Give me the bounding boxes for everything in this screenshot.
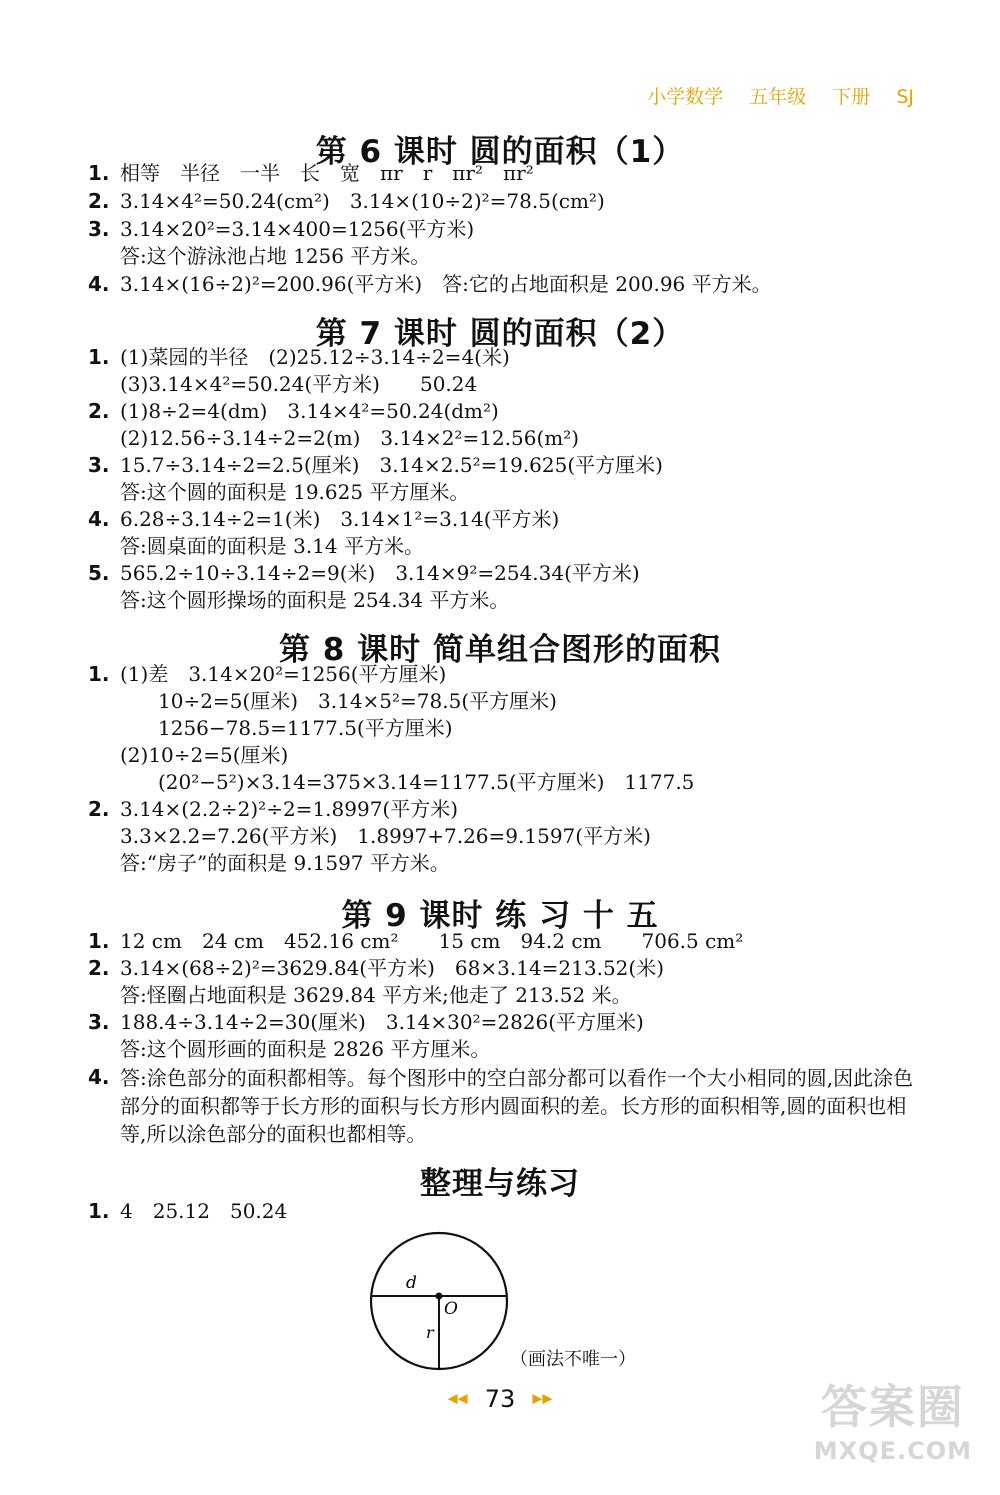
answer-line: 1. (1)菜园的半径 (2)25.12÷3.14÷2=4(米)	[88, 345, 510, 369]
answer-line: 5. 565.2÷10÷3.14÷2=9(米) 3.14×9²=254.34(平方米)	[88, 561, 640, 585]
next-arrows-icon: ▶▶	[532, 1391, 553, 1407]
answer-line: 1. 相等 半径 一半 长 宽 πr r πr² πr²	[88, 161, 534, 185]
header-grade: 五年级	[749, 86, 807, 108]
center-point	[436, 1293, 443, 1300]
answer-paragraph: 答:涂色部分的面积都相等。每个图形中的空白部分都可以看作一个大小相同的圆,因此涂色部分的面积都等于长方形的面积与长方形内圆面积的差。长方形的面积相等,圆的面积也相等,所以涂色部分的面积也都相等。	[120, 1066, 914, 1146]
answer-line: 1. 4 25.12 50.24	[88, 1199, 288, 1223]
answer-number: 4.	[88, 1065, 110, 1089]
answer-line: 3. 15.7÷3.14÷2=2.5(厘米) 3.14×2.5²=19.625(平方厘米)	[88, 453, 663, 477]
answer-line: 10÷2=5(厘米) 3.14×5²=78.5(平方厘米)	[158, 689, 557, 713]
answer-line: 3. 188.4÷3.14÷2=30(厘米) 3.14×30²=2826(平方厘米)	[88, 1010, 644, 1034]
answer-line: 2. 3.14×4²=50.24(cm²) 3.14×(10÷2)²=78.5(cm²)	[88, 189, 605, 213]
answer-line: 1256−78.5=1177.5(平方厘米)	[158, 716, 453, 740]
section-6-title: 第 6 课时 圆的面积（1）	[315, 134, 685, 170]
section-8-title: 第 8 课时 简单组合图形的面积	[279, 632, 721, 668]
answer-line: 4. 6.28÷3.14÷2=1(米) 3.14×1²=3.14(平方米)	[88, 507, 560, 531]
page-number: 73	[484, 1385, 516, 1413]
answer-line: 1. 12 cm 24 cm 452.16 cm² 15 cm 94.2 cm 706.5 cm²	[88, 929, 744, 953]
answer-line: (2)10÷2=5(厘米)	[120, 743, 289, 767]
answer-line: 答:这个圆的面积是 19.625 平方厘米。	[120, 480, 470, 504]
diameter-label: d	[406, 1273, 417, 1293]
watermark-line2: MXQE.COM	[813, 1437, 972, 1465]
circle-diagram	[368, 1230, 510, 1372]
radius-label: r	[426, 1323, 434, 1342]
answer-line: (3)3.14×4²=50.24(平方米) 50.24	[120, 372, 478, 396]
watermark	[814, 1371, 972, 1465]
header-edition: SJ	[896, 86, 914, 108]
answer-line: 2. (1)8÷2=4(dm) 3.14×4²=50.24(dm²)	[88, 399, 499, 423]
header-volume: 下册	[832, 86, 871, 108]
answer-line: 2. 3.14×(2.2÷2)²÷2=1.8997(平方米)	[88, 797, 459, 821]
answer-line: 答:怪圈占地面积是 3629.84 平方米;他走了 213.52 米。	[120, 983, 632, 1007]
answer-line: 4. 3.14×(16÷2)²=200.96(平方米) 答:它的占地面积是 200.96 平方米。	[88, 272, 772, 296]
watermark-line1: 答案圈	[820, 1380, 965, 1434]
answer-line: 3.3×2.2=7.26(平方米) 1.8997+7.26=9.1597(平方米)	[120, 824, 651, 848]
center-label: O	[444, 1299, 458, 1319]
section-7-title: 第 7 课时 圆的面积（2）	[315, 316, 685, 352]
answer-line: 1. (1)差 3.14×20²=1256(平方厘米)	[88, 662, 447, 686]
answer-line: (20²−5²)×3.14=375×3.14=1177.5(平方厘米) 1177.5	[158, 770, 695, 794]
answer-line: 答:这个圆形操场的面积是 254.34 平方米。	[120, 588, 510, 612]
section-9-title: 第 9 课时 练 习 十 五	[341, 898, 659, 934]
figure-note: （画法不唯一）	[510, 1349, 636, 1370]
answer-line: 2. 3.14×(68÷2)²=3629.84(平方米) 68×3.14=213.52(米)	[88, 956, 664, 980]
book-header	[627, 82, 914, 109]
answer-line: (2)12.56÷3.14÷2=2(m) 3.14×2²=12.56(m²)	[120, 426, 580, 450]
answer-line: 答:“房子”的面积是 9.1597 平方米。	[120, 851, 450, 875]
answer-line: 3. 3.14×20²=3.14×400=1256(平方米)	[88, 217, 475, 241]
header-subject: 小学数学	[647, 86, 724, 108]
answer-line: 答:这个圆形画的面积是 2826 平方厘米。	[120, 1037, 491, 1061]
answer-line: 答:这个游泳池占地 1256 平方米。	[120, 244, 431, 268]
answer-line: 答:圆桌面的面积是 3.14 平方米。	[120, 534, 424, 558]
review-title: 整理与练习	[420, 1166, 580, 1202]
prev-arrows-icon: ◀◀	[447, 1391, 468, 1407]
